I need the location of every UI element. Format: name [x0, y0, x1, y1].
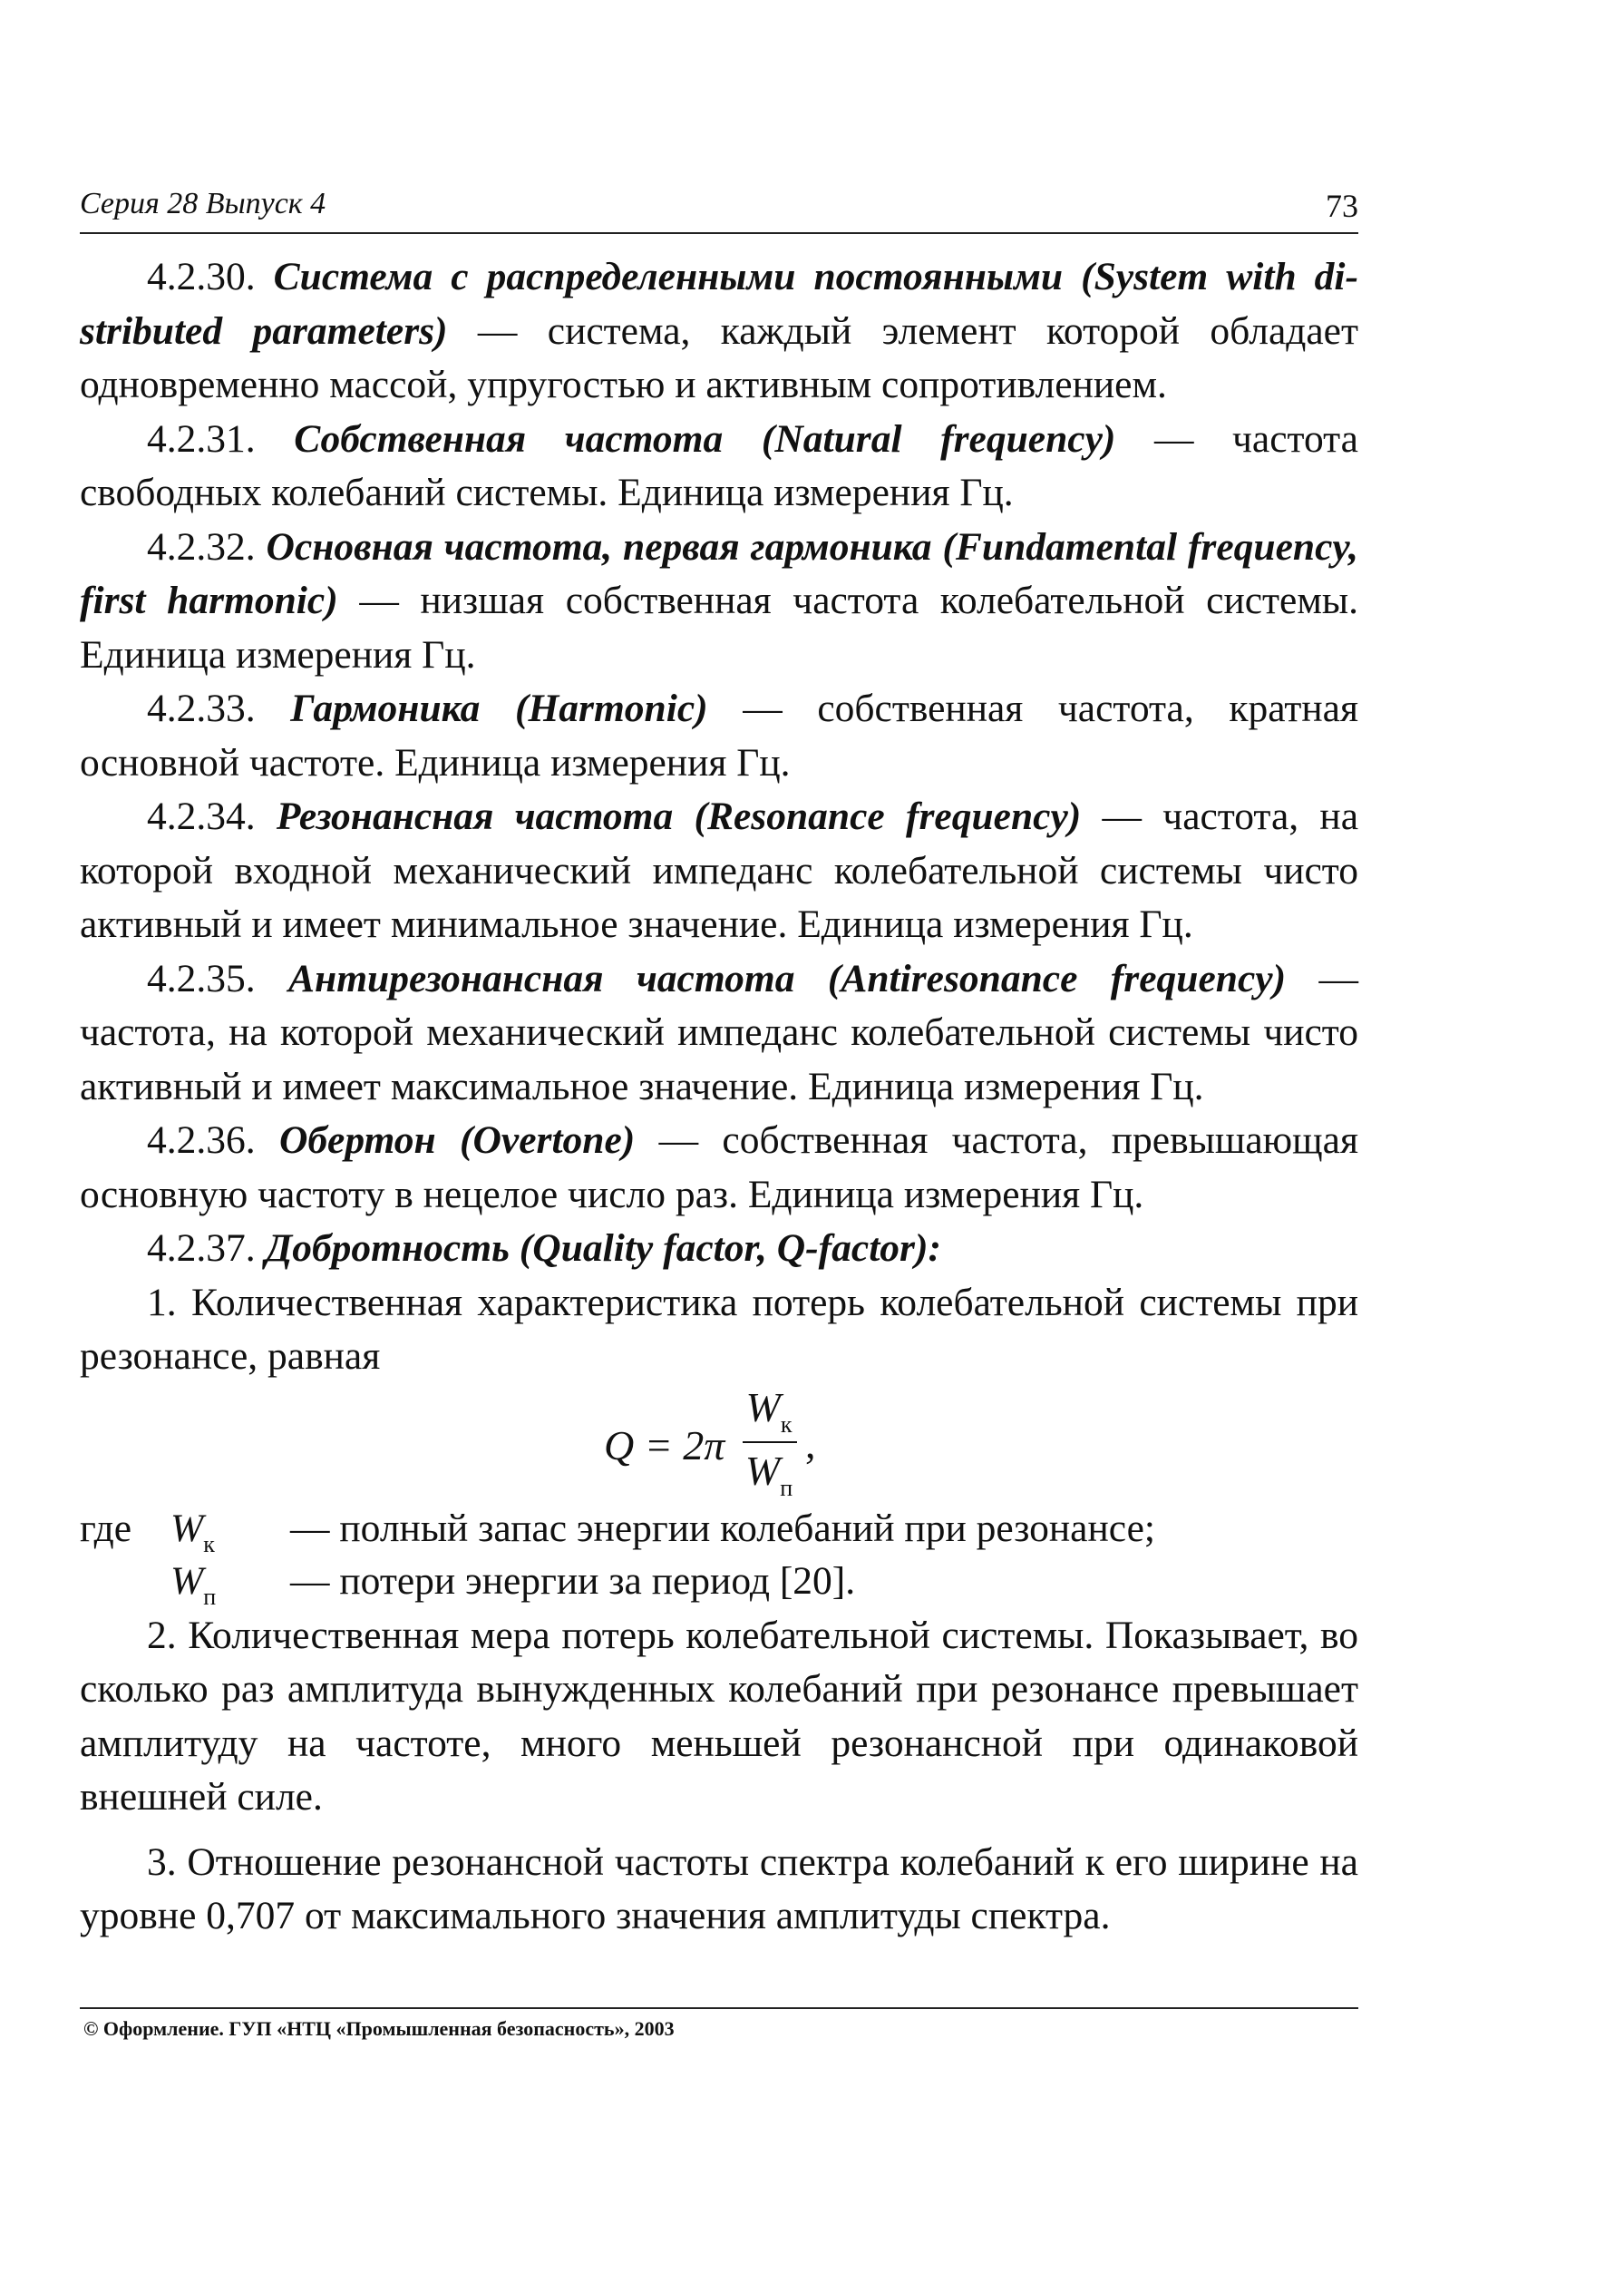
list-item-1: 1. Количественная характеристика потерь колебательной системы при резонансе, равная: [80, 1280, 1358, 1378]
term: Основная частота, первая гармоника (Fundamental frequency, first harmonic): [80, 524, 1358, 622]
formula-comma: ,: [805, 1419, 816, 1467]
clause-number: 4.2.33.: [147, 687, 256, 730]
clause-number: 4.2.30.: [147, 255, 256, 298]
definition: — частота свободных колебаний системы. Единица измерения Гц.: [80, 416, 1358, 514]
copyright-footer: © Оформление. ГУП «НТЦ «Промышленная безопасность», 2003: [83, 2017, 675, 2040]
clause-number: 4.2.35.: [147, 956, 256, 1000]
symbol-wk: $W_к$: [170, 1506, 215, 1557]
q-factor-formula: [80, 1384, 1358, 1502]
term: Резонансная частота (Resonance frequency): [276, 795, 1082, 838]
term: Обертон (Overtone): [278, 1118, 636, 1162]
term: Добротность (Quality factor, Q-factor):: [265, 1226, 941, 1270]
term: Гармоника (Harmonic): [290, 687, 708, 730]
paragraph-4-2-35: [80, 952, 1358, 1115]
clause-number: 4.2.31.: [147, 416, 256, 461]
clause-number: 4.2.36.: [147, 1118, 256, 1162]
definition: — частота, на которой механический импеданс колебательной системы чисто активный и имеет максимальное значение. Единица измерения Гц.: [80, 956, 1358, 1108]
clause-number: 4.2.37.: [147, 1226, 256, 1270]
page-number: 73: [1326, 188, 1358, 224]
clause-number: 4.2.34.: [147, 795, 256, 838]
definition: — собственная частота, превышающая основную частоту в нецелое число раз. Единица измерения Гц.: [80, 1118, 1358, 1216]
series-label: Серия 28 Выпуск 4: [80, 187, 326, 220]
symbol-legend: [80, 1502, 1358, 1609]
clause-number: 4.2.32.: [147, 524, 256, 569]
term: Антирезонансная частота (Antiresonance frequency): [288, 956, 1287, 1000]
fraction-bar: [743, 1441, 797, 1443]
list-item-2: 2. Количественная мера потерь колебательной системы. Показывает, во сколько раз амплитуда вынужденных колебаний при резонансе превышает амплитуду на частоте, много меньшей резонансной при одинаковой внешней силе.: [80, 1613, 1358, 1819]
footer-rule: [80, 2007, 1358, 2009]
formula-numerator: $W_к$: [745, 1383, 793, 1438]
definition: — система, каждый элемент которой обладает одновременно массой, упругостью и активным сопротивлением.: [80, 308, 1359, 406]
paragraph-4-2-37: [80, 1222, 1358, 1276]
paragraph-4-2-32: [80, 521, 1358, 683]
term: Система с распределенными постоянными (System with di-stributed parameters): [80, 255, 1358, 353]
paragraph-4-2-33: [80, 682, 1358, 790]
list-item-3: 3. Отношение резонансной частоты спектра колебаний к его ширине на уровне 0,707 от максимального значения амплитуды спектра.: [80, 1839, 1358, 1937]
where-word: где: [80, 1506, 132, 1550]
formula-lhs: Q = 2π: [604, 1421, 725, 1468]
formula-denominator: $W_п$: [744, 1447, 793, 1501]
definition: — частота, на которой входной механический импеданс колебательной системы чисто активный и имеет минимальное значение. Единица измерения Гц.: [80, 795, 1358, 946]
paragraph-4-2-30: [80, 250, 1358, 413]
symbol-wp-description: — потери энергии за период [20].: [290, 1558, 856, 1603]
paragraph-4-2-31: [80, 413, 1358, 521]
symbol-wk-description: — полный запас энергии колебаний при резонансе;: [290, 1506, 1155, 1550]
definition: — низшая собственная частота колебательной системы. Единица измерения Гц.: [80, 579, 1358, 677]
page-header: [80, 187, 1358, 238]
paragraph-4-2-36: [80, 1114, 1358, 1222]
main-text: [80, 250, 1358, 1944]
definition: — собственная частота, кратная основной частоте. Единица измерения Гц.: [80, 687, 1358, 785]
header-rule: [80, 232, 1358, 234]
term: Собственная частота (Natural frequency): [294, 416, 1116, 461]
symbol-wp: $W_п$: [170, 1558, 217, 1610]
paragraph-4-2-34: [80, 790, 1358, 952]
